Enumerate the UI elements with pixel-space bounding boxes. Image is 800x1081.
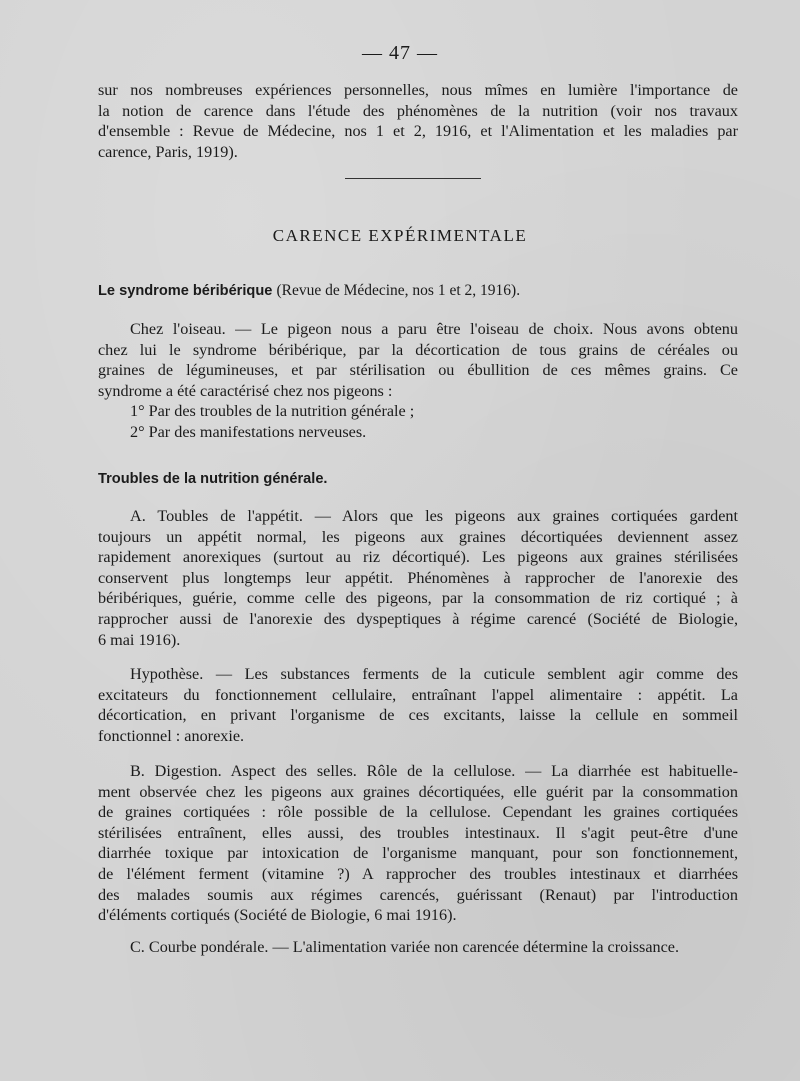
text-line: conservent plus longtemps leur appétit. Phénomènes à rapprocher de l'anorexie des (98, 568, 738, 587)
text-line: des malades soumis aux régimes carencés, guérissant (Renaut) par l'introduction (98, 885, 738, 904)
text-line: 6 mai 1916). (98, 630, 181, 649)
text-line: carence, Paris, 1919). (98, 142, 238, 161)
section-title: CARENCE EXPÉRIMENTALE (272, 226, 528, 245)
list-item: 2° Par des manifestations nerveuses. (130, 422, 367, 441)
intro-paragraph (98, 80, 738, 162)
text-line: Hypothèse. — Les substances ferments de la cuticule semblent agir comme des (130, 665, 738, 683)
digestion-paragraph (98, 761, 738, 926)
courbe-paragraph (98, 937, 738, 958)
appetit-paragraph (98, 506, 738, 650)
text-line: rapprocher aussi de l'anorexie des dyspeptiques à régime carencé (Société de Biologie, (98, 609, 738, 628)
text-line: A. Toubles de l'appétit. — Alors que les pigeons aux graines cortiquées gardent (130, 507, 738, 525)
text-line: sur nos nombreuses expériences personnelles, nous mîmes en lumière l'importance de (98, 81, 738, 99)
text-line: syndrome a été caractérisé chez nos pigeons : (98, 381, 393, 400)
text-line: béribériques, guérie, comme celle des pigeons, par la consommation de riz cortiqué ; à (98, 589, 738, 608)
text-line: B. Digestion. Aspect des selles. Rôle de la cellulose. — La diarrhée est habituelle- (130, 762, 738, 780)
text-line: d'ensemble : Revue de Médecine, nos 1 et 2, 1916, et l'Alimentation et les maladies par (98, 122, 738, 141)
text-line: excitateurs du fonctionnement cellulaire, entraînant l'appel alimentaire : appétit. La (98, 685, 738, 704)
text-line: décortication, en privant l'organisme de ces excitants, laisse la cellule en sommeil (98, 706, 738, 725)
text-line: stérilisées entraînent, elles aussi, des troubles intestinaux. Il s'agit peut-être d'une (98, 823, 738, 842)
text-line: graines de légumineuses, et par stérilisation ou ébullition de ces mêmes grains. Ce (98, 361, 738, 380)
section-divider (345, 178, 481, 179)
text-line: diarrhée toxique par intoxication de l'organisme manquant, pour son fonctionnement, (98, 844, 738, 863)
text-line: ment observée chez les pigeons aux graines décortiquées, elle guérit par la consommation (98, 782, 738, 801)
text-line: chez lui le syndrome béribérique, par la décortication de tous grains de céréales ou (98, 340, 738, 359)
text-line: toujours un appétit normal, les pigeons aux graines décortiquées deviennent assez (98, 527, 738, 546)
page-number: — 47 — (362, 42, 438, 64)
list-item: 1° Par des troubles de la nutrition générale ; (130, 402, 415, 421)
hypothese-paragraph (98, 664, 738, 746)
text-line: fonctionnel : anorexie. (98, 726, 245, 745)
troubles-heading: Troubles de la nutrition générale. (98, 471, 328, 487)
text-line: Chez l'oiseau. — Le pigeon nous a paru être l'oiseau de choix. Nous avons obtenu (130, 320, 738, 338)
oiseau-paragraph (98, 319, 738, 443)
syndrome-heading (98, 282, 520, 300)
text-line: la notion de carence dans l'étude des phénomènes de la nutrition (voir nos travaux (98, 101, 738, 120)
text-line: d'éléments cortiqués (Société de Biologie, 6 mai 1916). (98, 906, 457, 925)
text-line: C. Courbe pondérale. — L'alimentation variée non carencée détermine la croissance. (130, 938, 680, 956)
text-line: de l'élément ferment (vitamine ?) A rapprocher des troubles intestinaux et diarrhées (98, 864, 738, 883)
text-line: rapidement anorexiques (surtout au riz décortiqué). Les pigeons aux graines stérilisées (98, 548, 738, 567)
syndrome-heading-text: Le syndrome béribérique (98, 283, 273, 299)
text-line: de graines cortiquées : rôle possible de la cellulose. Cependant les graines cortiquées (98, 803, 738, 822)
syndrome-reference: (Revue de Médecine, nos 1 et 2, 1916). (276, 282, 521, 299)
